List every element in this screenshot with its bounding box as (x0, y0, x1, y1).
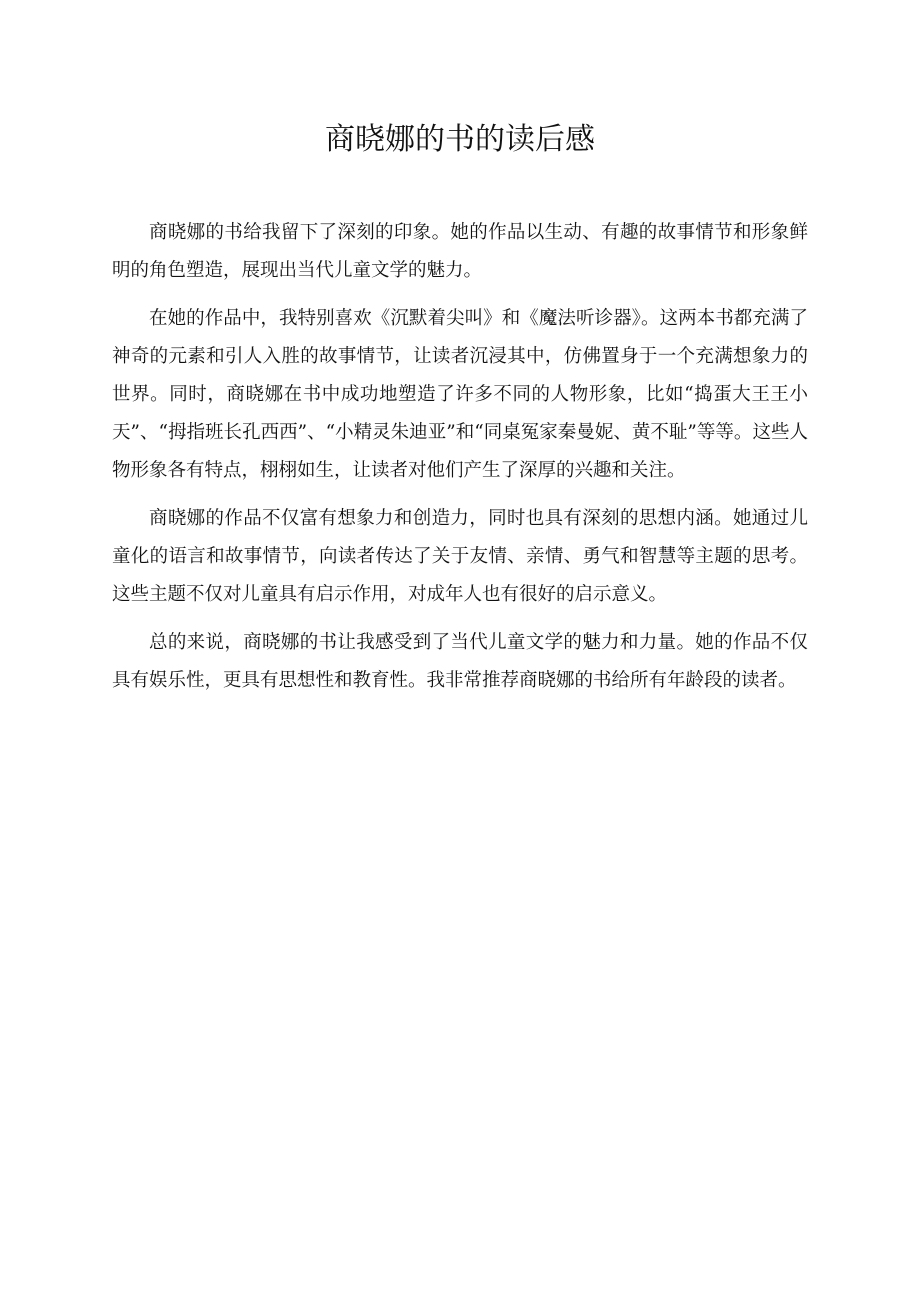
paragraph-4: 总的来说，商晓娜的书让我感受到了当代儿童文学的魅力和力量。她的作品不仅具有娱乐性，更具有思想性和教育性。我非常推荐商晓娜的书给所有年龄段的读者。 (112, 632, 808, 691)
document-title: 商晓娜的书的读后感 (325, 122, 595, 157)
paragraph-1: 商晓娜的书给我留下了深刻的印象。她的作品以生动、有趣的故事情节和形象鲜明的角色塑造，展现出当代儿童文学的魅力。 (112, 222, 808, 281)
document-body (112, 214, 808, 710)
paragraph-3: 商晓娜的作品不仅富有想象力和创造力，同时也具有深刻的思想内涵。她通过儿童化的语言和故事情节，向读者传达了关于友情、亲情、勇气和智慧等主题的思考。这些主题不仅对儿童具有启示作用，对成年人也有很好的启示意义。 (112, 508, 808, 605)
paragraph-2: 在她的作品中，我特别喜欢《沉默着尖叫》和《魔法听诊器》。这两本书都充满了神奇的元素和引人入胜的故事情节，让读者沉浸其中，仿佛置身于一个充满想象力的世界。同时，商晓娜在书中成功地塑造了许多不同的人物形象，比如“捣蛋大王王小天”、“拇指班长孔西西”、“小精灵朱迪亚”和“同桌冤家秦曼妮、黄不耻”等等。这些人物形象各有特点，栩栩如生，让读者对他们产生了深厚的兴趣和关注。 (112, 308, 808, 481)
